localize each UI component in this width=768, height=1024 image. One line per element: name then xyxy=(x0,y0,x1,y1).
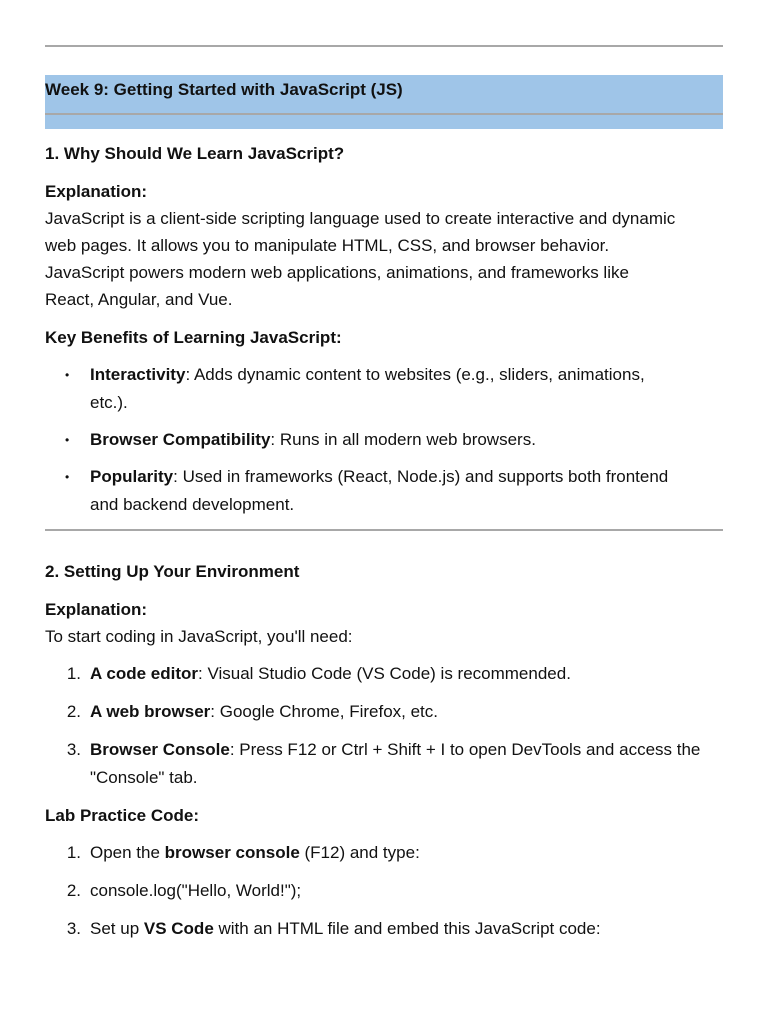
requirements-list xyxy=(45,660,723,792)
top-divider xyxy=(45,45,723,47)
section1-explanation-label: Explanation: xyxy=(45,182,148,201)
section2-explanation-label: Explanation: xyxy=(45,600,148,619)
requirement-term: A web browser xyxy=(90,702,211,721)
section1-explanation-line: React, Angular, and Vue. xyxy=(45,290,233,309)
list-item xyxy=(45,361,723,417)
benefit-text: : Adds dynamic content to websites (e.g., sliders, animations, xyxy=(185,365,645,384)
section1-heading: 1. Why Should We Learn JavaScript? xyxy=(45,144,345,163)
requirement-text: : Google Chrome, Firefox, etc. xyxy=(210,702,438,721)
list-number: 1. xyxy=(66,843,81,862)
list-number: 1. xyxy=(66,664,81,683)
list-item xyxy=(45,426,723,454)
bullet-icon: • xyxy=(65,470,70,484)
document-title: Week 9: Getting Started with JavaScript (JS) xyxy=(45,80,403,99)
benefit-text-cont: and backend development. xyxy=(90,495,295,514)
lab-step-text: Open the xyxy=(90,843,165,862)
list-number: 3. xyxy=(66,919,81,938)
lab-step-text: console.log("Hello, World!"); xyxy=(90,881,302,900)
list-number: 2. xyxy=(66,702,81,721)
section1-explanation xyxy=(45,205,723,313)
lab-steps-list xyxy=(45,839,723,943)
list-item xyxy=(45,660,723,688)
list-item xyxy=(45,736,723,792)
benefit-text: : Runs in all modern web browsers. xyxy=(270,430,536,449)
benefit-term: Browser Compatibility xyxy=(90,430,271,449)
section2-explanation: To start coding in JavaScript, you'll need: xyxy=(45,627,353,646)
lab-step-term: VS Code xyxy=(143,919,214,938)
title-band xyxy=(45,75,723,129)
benefit-text-cont: etc.). xyxy=(90,393,128,412)
list-item xyxy=(45,463,723,519)
requirement-text: : Press F12 or Ctrl + Shift + I to open DevTools and access the xyxy=(229,740,701,759)
lab-practice-label: Lab Practice Code: xyxy=(45,806,199,825)
section2-heading: 2. Setting Up Your Environment xyxy=(45,562,300,581)
title-divider xyxy=(45,113,723,115)
list-item xyxy=(45,839,723,867)
list-item xyxy=(45,698,723,726)
section1-explanation-line: web pages. It allows you to manipulate HTML, CSS, and browser behavior. xyxy=(45,236,610,255)
lab-step-text: (F12) and type: xyxy=(299,843,420,862)
lab-step-term: browser console xyxy=(164,843,300,862)
document-page xyxy=(45,0,723,943)
requirement-text-cont: "Console" tab. xyxy=(90,768,198,787)
bullet-icon: • xyxy=(65,368,70,382)
section1-explanation-line: JavaScript powers modern web applications, animations, and frameworks like xyxy=(45,263,629,282)
benefit-term: Popularity xyxy=(90,467,174,486)
bullet-icon: • xyxy=(65,433,70,447)
list-item xyxy=(45,877,723,905)
benefits-label: Key Benefits of Learning JavaScript: xyxy=(45,328,342,347)
section1-explanation-line: JavaScript is a client-side scripting language used to create interactive and dynamic xyxy=(45,209,676,228)
benefit-text: : Used in frameworks (React, Node.js) and supports both frontend xyxy=(173,467,669,486)
list-number: 3. xyxy=(66,740,81,759)
requirement-text: : Visual Studio Code (VS Code) is recommended. xyxy=(198,664,571,683)
requirement-term: A code editor xyxy=(90,664,198,683)
benefits-list xyxy=(45,361,723,519)
lab-step-text: with an HTML file and embed this JavaScript code: xyxy=(213,919,601,938)
lab-step-text: Set up xyxy=(90,919,144,938)
list-number: 2. xyxy=(66,881,81,900)
benefit-term: Interactivity xyxy=(90,365,186,384)
list-item xyxy=(45,915,723,943)
requirement-term: Browser Console xyxy=(90,740,230,759)
